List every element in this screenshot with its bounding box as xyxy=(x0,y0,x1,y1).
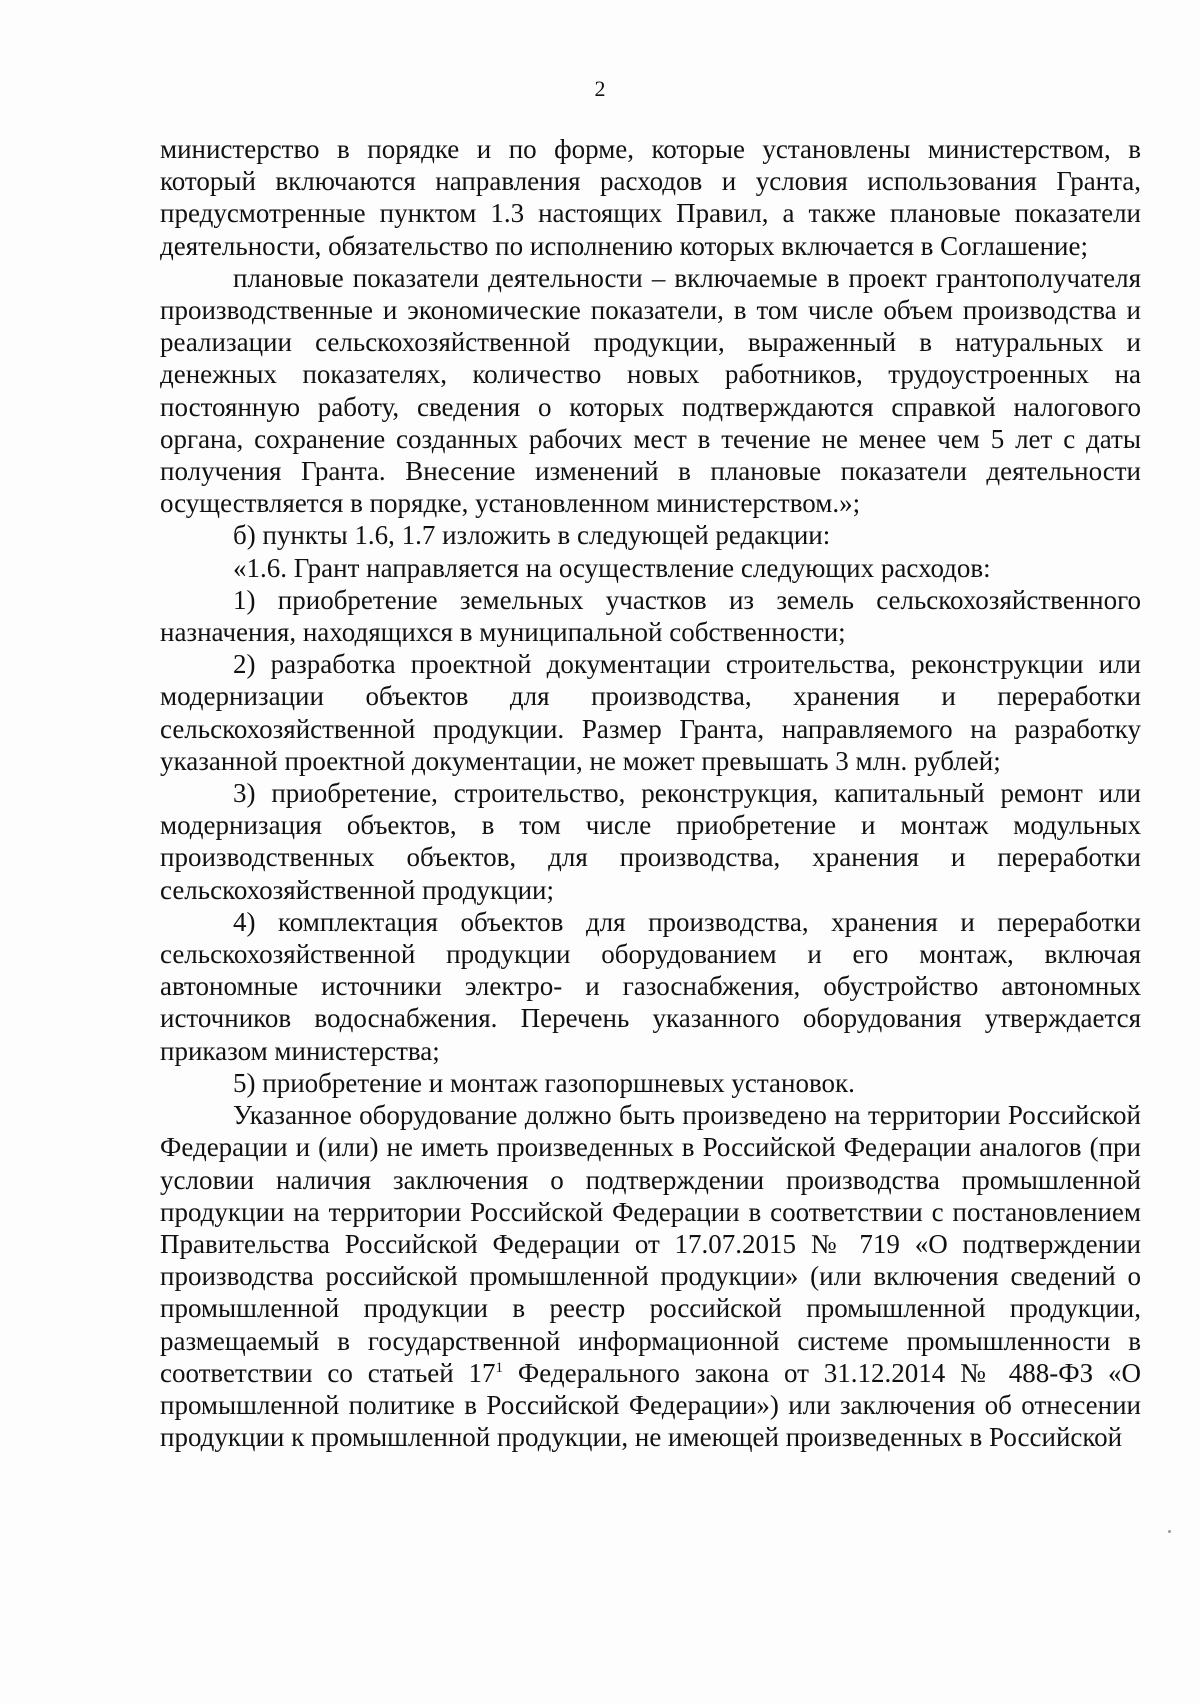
scan-speck xyxy=(1168,1530,1171,1533)
final-paragraph-part-1: Указанное оборудование должно быть произведено на территории Российской Федерации и (или) не иметь произведенных в Российской Федерации аналогов (при условии наличия заключения о подтверждении производства промышленной продукции на территории Российской Федерации в соответствии с постановлением Правительства Российской Федерации от 17.07.2015 № 719 «О подтверждении производства российской промышленной продукции» (или включения сведений о промышленной продукции в реестр российской промышленной продукции, размещаемый в государственной информационной системе промышленности в соответствии со статьей 17 xyxy=(160,1100,1141,1388)
list-item: 1) приобретение земельных участков из земель сельскохозяйственного назначения, находящихся в муниципальной собственности; xyxy=(160,584,1141,648)
paragraph: министерство в порядке и по форме, которые установлены министерством, в который включаются направления расходов и условия использования Гранта, предусмотренные пунктом 1.3 настоящих Правил, а также плановые показатели деятельности, обязательство по исполнению которых включается в Соглашение; xyxy=(160,134,1141,261)
final-paragraph-part-2: Федерального закона от 31.12.2014 № 488-ФЗ «О промышленной политике в Российской Федерации») или заключения об отнесении продукции к промышленной продукции, не имеющей произведенных в Российской xyxy=(160,1357,1142,1453)
paragraph: «1.6. Грант направляется на осуществление следующих расходов: xyxy=(233,552,991,583)
list-item: 2) разработка проектной документации строительства, реконструкции или модернизации объектов для производства, хранения и переработки сельскохозяйственной продукции. Размер Гранта, направляемого на разработку указанной проектной документации, не может превышать 3 млн. рублей; xyxy=(160,649,1141,776)
document-body xyxy=(160,133,1141,1453)
final-paragraph xyxy=(160,1099,1141,1453)
list-item: 3) приобретение, строительство, реконструкция, капитальный ремонт или модернизация объектов, в том числе приобретение и монтаж модульных производственных объектов, для производства, хранения и переработки сельскохозяйственной продукции; xyxy=(160,778,1141,905)
paragraph: б) пункты 1.6, 1.7 изложить в следующей редакции: xyxy=(233,520,831,551)
list-item: 4) комплектация объектов для производства, хранения и переработки сельскохозяйственной продукции оборудованием и его монтаж, включая автономные источники электро- и газоснабжения, обустройство автономных источников водоснабжения. Перечень указанного оборудования утверждается приказом министерства; xyxy=(160,906,1141,1066)
list-item: 5) приобретение и монтаж газопоршневых установок. xyxy=(233,1067,855,1098)
paragraph: плановые показатели деятельности – включаемые в проект грантополучателя производственные и экономические показатели, в том числе объем производства и реализации сельскохозяйственной продукции, выраженный в натуральных и денежных показателях, количество новых работников, трудоустроенных на постоянную работу, сведения о которых подтверждаются справкой налогового органа, сохранение созданных рабочих мест в течение не менее чем 5 лет с даты получения Гранта. Внесение изменений в плановые показатели деятельности осуществляется в порядке, установленном министерством.»; xyxy=(160,262,1141,519)
article-superscript: 1 xyxy=(495,1359,504,1376)
page-number: 2 xyxy=(594,76,606,101)
